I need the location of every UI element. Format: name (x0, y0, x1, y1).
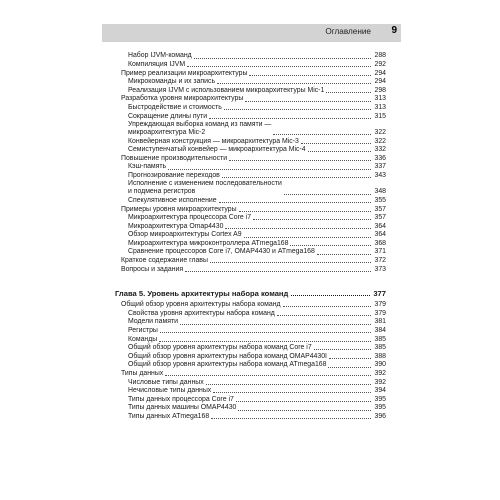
toc-subsection-entry (115, 318, 386, 327)
toc-subsection-entry (115, 231, 386, 240)
toc-entry-page: 388 (371, 353, 386, 361)
toc-entry-page: 392 (371, 370, 386, 378)
toc-subsection-entry (115, 214, 386, 223)
dot-leader (283, 306, 371, 307)
toc-subsection-entry (115, 61, 386, 70)
header-title: Оглавление (325, 27, 371, 36)
toc-entry-page: 379 (371, 310, 386, 318)
toc-entry-title: Общий обзор уровня архитектуры набора команд (121, 301, 281, 309)
dot-leader (224, 109, 371, 110)
toc-entry-page: 357 (371, 206, 386, 214)
toc-entry-page: 371 (371, 248, 386, 256)
dot-leader (236, 401, 371, 402)
toc-entry-page: 396 (371, 413, 386, 421)
running-header (102, 24, 401, 42)
toc-entry-title: Общий обзор уровня архитектуры набора команд OMAP4430I (128, 352, 327, 360)
dot-leader (206, 384, 371, 385)
toc-entry-title: Типы данных машины OMAP4430 (128, 404, 237, 412)
dot-leader (290, 245, 371, 246)
toc-entry-page: 384 (371, 327, 386, 335)
toc-entry-page: 390 (371, 361, 386, 369)
dot-leader (219, 202, 371, 203)
toc-entry-page: 395 (371, 396, 386, 404)
toc-entry-title: Разработка уровня микроархитектуры (121, 95, 244, 103)
toc-subsection-entry (115, 52, 386, 61)
dot-leader (229, 160, 371, 161)
toc-entry-title: Типы данных процессора Core i7 (128, 395, 234, 403)
toc-entry-page: 364 (371, 223, 386, 231)
dot-leader (168, 169, 371, 170)
toc-entry-title: Микроархитектура микроконтроллера ATmega168 (128, 239, 289, 247)
toc-entry-title (128, 180, 284, 196)
toc-entry-page: 348 (371, 188, 386, 196)
toc-subsection-entry (115, 309, 386, 318)
toc-entry-page: 355 (371, 197, 386, 205)
toc-section-entry (115, 370, 386, 379)
dot-leader (238, 410, 371, 411)
dot-leader (273, 134, 371, 135)
toc-subsection-entry (115, 121, 386, 137)
dot-leader (194, 58, 371, 59)
toc-entry-page: 313 (371, 95, 386, 103)
toc-entry-page: 332 (371, 146, 386, 154)
toc-section-entry (115, 205, 386, 214)
dot-leader (239, 211, 371, 212)
toc-subsection-entry (115, 378, 386, 387)
toc-subsection-entry (115, 146, 386, 155)
toc-entry-page: 313 (371, 104, 386, 112)
toc-entry-title: Общий обзор уровня архитектуры набора команд ATmega168 (128, 361, 327, 369)
toc-entry-title: Общий обзор уровня архитектуры набора команд Core i7 (128, 344, 312, 352)
toc-entry-title: Краткое содержание главы (121, 257, 208, 265)
dot-leader (314, 349, 371, 350)
toc-subsection-entry (115, 137, 386, 146)
toc-entry-title: Сравнение процессоров Core i7, OMAP4430 и ATmega168 (128, 248, 315, 256)
toc-subsection-entry (115, 163, 386, 172)
toc-subsection-entry (115, 361, 386, 370)
toc-entry-title: Сокращение длины пути (128, 112, 208, 120)
dot-leader (277, 315, 371, 316)
toc-entry-title-line: Упреждающая выборка команд из памяти — (128, 120, 272, 128)
dot-leader (187, 66, 371, 67)
table-of-contents (115, 52, 386, 421)
toc-entry-title: Числовые типы данных (128, 378, 204, 386)
toc-entry-page: 385 (371, 344, 386, 352)
toc-entry-title: Типы данных ATmega168 (128, 412, 210, 420)
toc-entry-page: 294 (371, 78, 386, 86)
toc-entry-title-line: и подмена регистров (128, 188, 196, 196)
toc-entry-page: 368 (371, 240, 386, 248)
toc-subsection-entry (115, 222, 386, 231)
toc-entry-page: 395 (371, 404, 386, 412)
toc-entry-title: Повышение производительности (121, 154, 228, 162)
toc-subsection-entry (115, 112, 386, 121)
dot-leader (210, 262, 371, 263)
toc-subsection-entry (115, 248, 386, 257)
toc-entry-title: Примеры уровня микроархитектуры (121, 205, 237, 213)
page-number: 9 (391, 25, 397, 36)
toc-section-entry (115, 95, 386, 104)
toc-subsection-entry (115, 240, 386, 249)
dot-leader (225, 228, 371, 229)
toc-entry-title (128, 121, 273, 137)
dot-leader (317, 254, 371, 255)
toc-entry-title: Реализация IJVM с использованием микроархитектуры Mic-1 (128, 86, 325, 94)
toc-entry-title: Типы данных (121, 370, 164, 378)
toc-entry-page: 294 (371, 70, 386, 78)
toc-subsection-entry (115, 352, 386, 361)
toc-subsection-entry (115, 395, 386, 404)
toc-entry-title: Микрокоманды и их запись (128, 78, 216, 86)
dot-leader (160, 332, 371, 333)
dot-leader (253, 219, 371, 220)
toc-entry-page: 343 (371, 172, 386, 180)
dot-leader (245, 101, 371, 102)
toc-entry-page: 392 (371, 379, 386, 387)
dot-leader (217, 83, 371, 84)
toc-entry-title: Прогнозирование переходов (128, 171, 220, 179)
chapter-title: Глава 5. Уровень архитектуры набора команд (115, 288, 289, 298)
toc-entry-page: 322 (371, 129, 386, 137)
toc-subsection-entry (115, 172, 386, 181)
toc-entry-title: Пример реализации микроархитектуры (121, 69, 248, 77)
toc-section-entry (115, 301, 386, 310)
toc-entry-page: 298 (371, 87, 386, 95)
toc-entry-title: Свойства уровня архитектуры набора команд (128, 309, 275, 317)
toc-subsection-entry (115, 180, 386, 196)
toc-section-entry (115, 265, 386, 274)
toc-entry-title: Спекулятивное исполнение (128, 196, 217, 204)
toc-entry-page: 288 (371, 52, 386, 60)
toc-subsection-entry (115, 327, 386, 336)
toc-subsection-entry (115, 335, 386, 344)
dot-leader (308, 151, 371, 152)
toc-subsection-entry (115, 78, 386, 87)
dot-leader (165, 375, 371, 376)
toc-entry-title: Семиступенчатый конвейер — микроархитектура Mic-4 (128, 146, 306, 154)
toc-entry-title: Регистры (128, 327, 158, 335)
toc-entry-title: Нечисловые типы данных (128, 387, 212, 395)
dot-leader (326, 92, 371, 93)
toc-entry-title: Команды (128, 335, 158, 343)
toc-entry-page: 337 (371, 163, 386, 171)
toc-subsection-entry (115, 197, 386, 206)
toc-section-entry (115, 69, 386, 78)
toc-entry-page: 336 (371, 155, 386, 163)
chapter-page: 377 (373, 288, 386, 298)
toc-entry-title: Обзор микроархитектуры Cortex A9 (128, 231, 242, 239)
toc-entry-title: Вопросы и задания (121, 265, 184, 273)
toc-entry-page: 315 (371, 113, 386, 121)
toc-subsection-entry (115, 104, 386, 113)
toc-entry-page: 381 (371, 318, 386, 326)
toc-entry-title: Кэш-память (128, 163, 167, 171)
toc-entry-page: 373 (371, 266, 386, 274)
dot-leader (329, 358, 371, 359)
dot-leader (185, 271, 371, 272)
dot-leader (328, 367, 371, 368)
toc-entry-page: 394 (371, 387, 386, 395)
dot-leader (301, 143, 371, 144)
toc-section-chapter-4 (115, 52, 386, 274)
dot-leader (249, 75, 371, 76)
toc-subsection-entry (115, 413, 386, 422)
toc-entry-page: 372 (371, 257, 386, 265)
toc-entry-page: 364 (371, 231, 386, 239)
dot-leader (180, 324, 371, 325)
chapter-heading (115, 288, 386, 298)
toc-entry-page: 357 (371, 214, 386, 222)
toc-entry-title-line: микроархитектура Mic-2 (128, 128, 206, 136)
toc-entry-page: 292 (371, 61, 386, 69)
dot-leader (159, 341, 371, 342)
dot-leader (284, 194, 371, 195)
dot-leader (211, 418, 371, 419)
dot-leader (213, 392, 371, 393)
toc-entry-title: Конвейерная конструкция — микроархитектура Mic-3 (128, 137, 299, 145)
toc-section-entry (115, 257, 386, 266)
dot-leader (291, 295, 370, 296)
dot-leader (222, 177, 371, 178)
toc-entry-title: Микроархитектура Omap4430 (128, 222, 224, 230)
dot-leader (209, 118, 371, 119)
toc-section-chapter-5 (115, 301, 386, 421)
toc-entry-title: Модели памяти (128, 318, 178, 326)
toc-entry-title: Быстродействие и стоимость (128, 103, 222, 111)
toc-entry-page: 322 (371, 138, 386, 146)
toc-entry-page: 385 (371, 336, 386, 344)
toc-subsection-entry (115, 404, 386, 413)
toc-subsection-entry (115, 86, 386, 95)
toc-entry-title: Микроархитектура процессора Core i7 (128, 214, 252, 222)
toc-entry-title: Набор IJVM-команд (128, 52, 192, 60)
toc-subsection-entry (115, 344, 386, 353)
dot-leader (244, 237, 371, 238)
toc-entry-title-line: Исполнение с изменением последовательности (128, 180, 282, 188)
toc-section-entry (115, 154, 386, 163)
toc-entry-title: Компиляция IJVM (128, 60, 186, 68)
toc-subsection-entry (115, 387, 386, 396)
toc-entry-page: 379 (371, 301, 386, 309)
